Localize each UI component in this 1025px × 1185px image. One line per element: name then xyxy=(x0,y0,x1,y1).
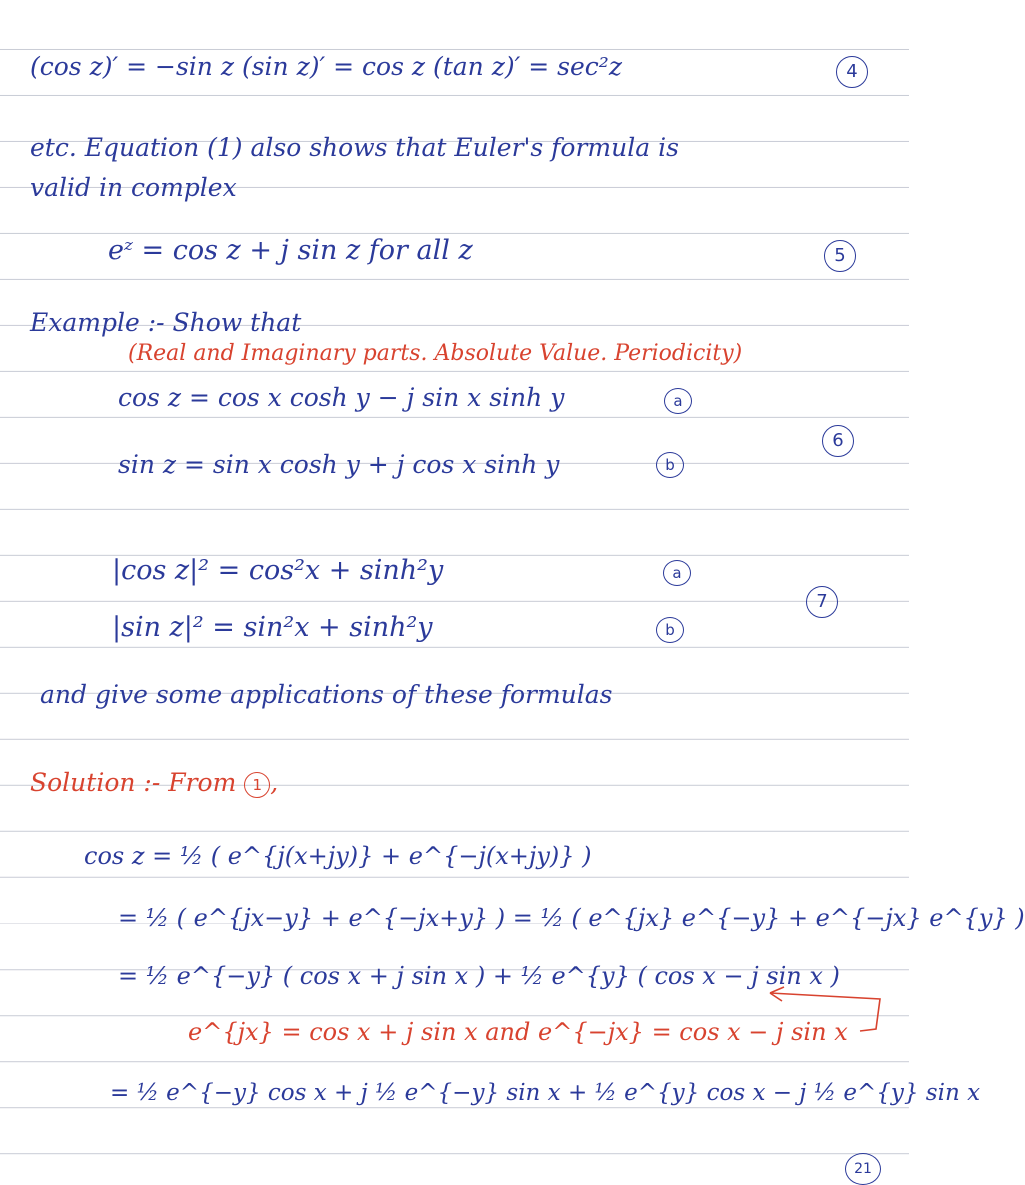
label-6b: b xyxy=(656,452,684,478)
applications-text: and give some applications of these formulas xyxy=(40,680,613,709)
sin-z-expansion: sin z = sin x cosh y + j cos x sinh y xyxy=(118,450,560,479)
solution-step-4: = ½ e^{−y} cos x + j ½ e^{−y} sin x + ½ e^{y} cos x − j ½ e^{y} sin x xyxy=(110,1080,981,1106)
equation-ref-1: 1 xyxy=(244,772,270,798)
solution-prefix: Solution :- From xyxy=(30,768,237,797)
example-heading: Example :- Show that xyxy=(30,308,302,337)
solution-step-1: cos z = ½ ( e^{j(x+jy)} + e^{−j(x+jy)} ) xyxy=(84,842,592,870)
label-7a: a xyxy=(663,560,691,586)
label-7b: b xyxy=(656,617,684,643)
solution-step-3: = ½ e^{−y} ( cos x + j sin x ) + ½ e^{y} ( cos x − j sin x ) xyxy=(118,962,840,990)
equation-number-5: 5 xyxy=(824,240,856,272)
valid-in-complex-text: valid in complex xyxy=(30,173,237,202)
cos-z-expansion: cos z = cos x cosh y − j sin x sinh y xyxy=(118,383,565,412)
equation-number-4: 4 xyxy=(836,56,868,88)
euler-identities-note: e^{jx} = cos x + j sin x and e^{−jx} = cos x − j sin x xyxy=(188,1018,848,1046)
euler-validity-text: etc. Equation (1) also shows that Euler's formula is xyxy=(30,133,679,162)
equation-number-7: 7 xyxy=(806,586,838,618)
page-number: 21 xyxy=(845,1153,881,1185)
solution-step-2: = ½ ( e^{jx−y} + e^{−jx+y} ) = ½ ( e^{jx} e^{−y} + e^{−jx} e^{y} ) xyxy=(118,904,1025,932)
derivative-formulas: (cos z)′ = −sin z (sin z)′ = cos z (tan z)′ = sec²z xyxy=(30,52,622,81)
example-topics: (Real and Imaginary parts. Absolute Value. Periodicity) xyxy=(128,341,743,366)
abs-cos-squared: |cos z|² = cos²x + sinh²y xyxy=(112,555,444,586)
solution-heading: Solution :- From 1 , xyxy=(30,768,279,797)
euler-formula: eᶻ = cos z + j sin z for all z xyxy=(108,235,473,266)
label-6a: a xyxy=(664,388,692,414)
equation-number-6: 6 xyxy=(822,425,854,457)
arrow-icon xyxy=(760,985,900,1045)
abs-sin-squared: |sin z|² = sin²x + sinh²y xyxy=(112,612,433,643)
